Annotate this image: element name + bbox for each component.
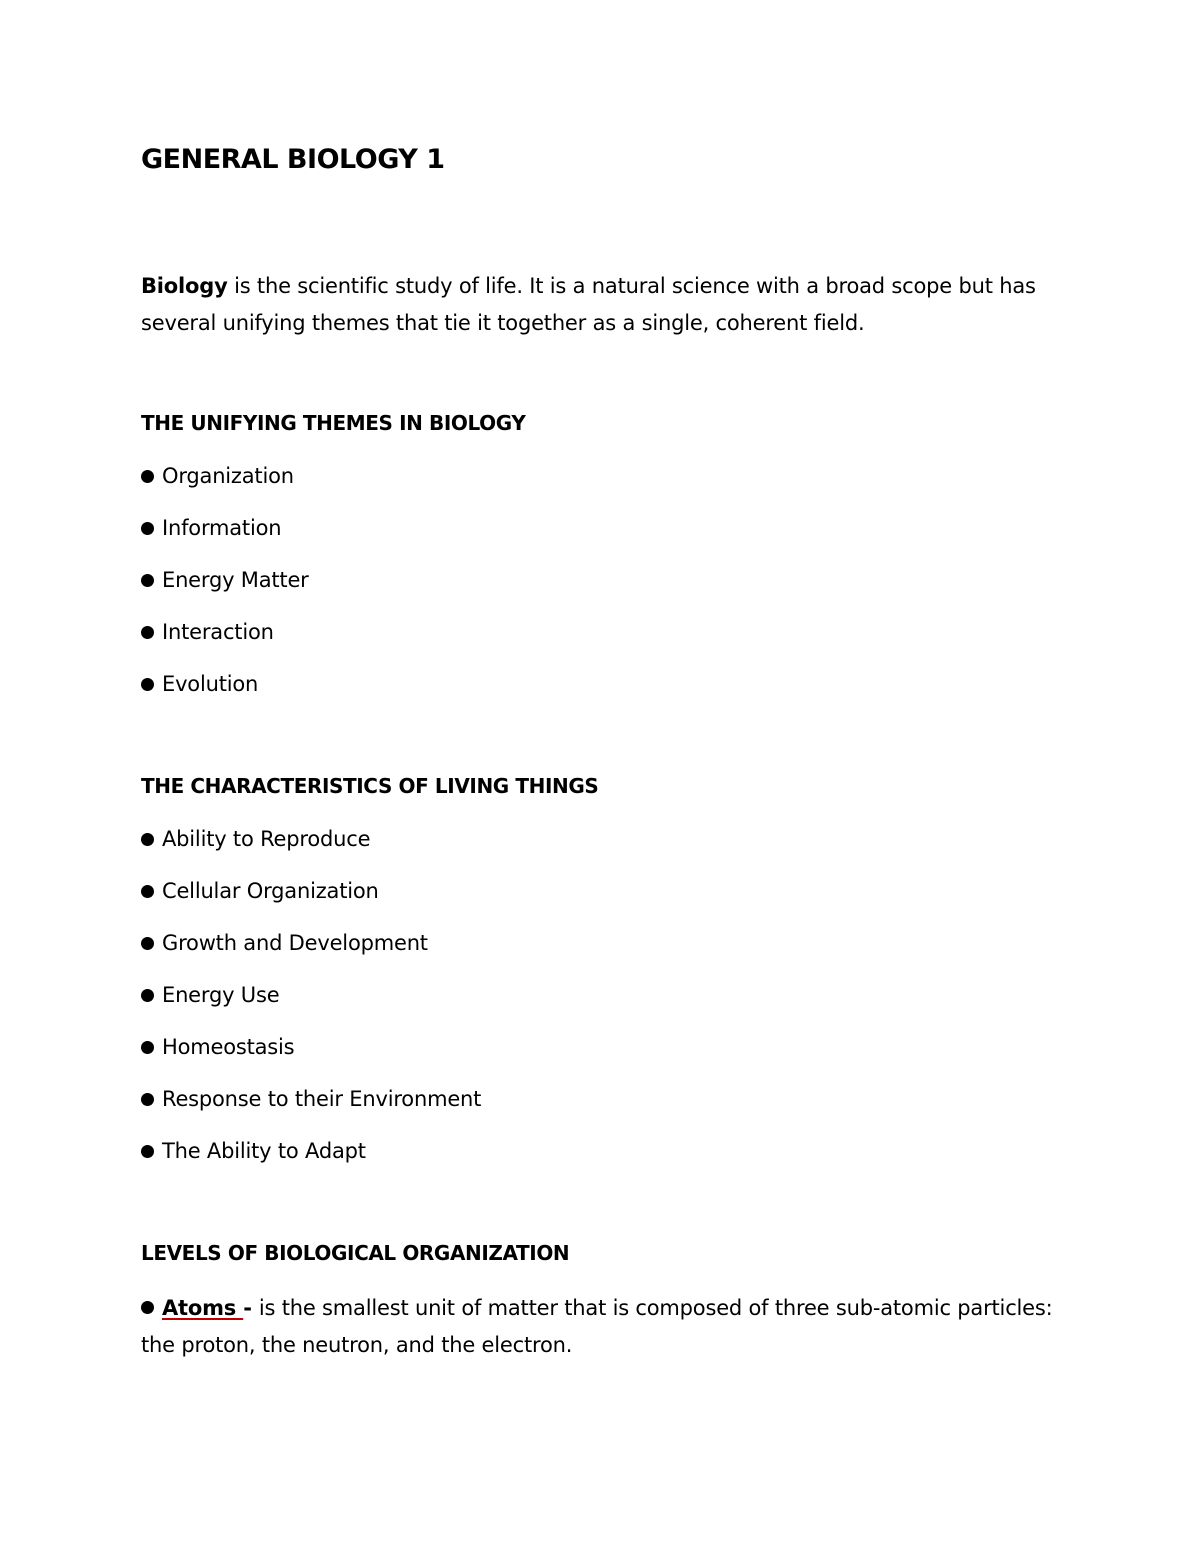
definition-text: is the smallest unit of matter that is composed of three sub-atomic particles: the proton, the neutron, and the electron. (141, 1296, 1053, 1357)
bullet-icon (141, 574, 154, 587)
bullet-icon (141, 522, 154, 535)
bullet-icon (141, 678, 154, 691)
bullet-icon (141, 1301, 154, 1314)
list-item (141, 565, 309, 617)
list-item (141, 980, 481, 1032)
bullet-icon (141, 470, 154, 483)
intro-term: Biology (141, 274, 228, 298)
definition-separator: - (243, 1296, 259, 1320)
section-heading-unifying-themes: THE UNIFYING THEMES IN BIOLOGY (141, 411, 526, 435)
bullet-icon (141, 1041, 154, 1054)
bullet-icon (141, 885, 154, 898)
list-item (141, 461, 309, 513)
unifying-themes-list (141, 461, 309, 721)
list-item (141, 1084, 481, 1136)
document-title: GENERAL BIOLOGY 1 (141, 144, 445, 175)
list-item-label: Information (162, 516, 282, 540)
bullet-icon (141, 833, 154, 846)
list-item-label: Energy Use (162, 983, 280, 1007)
list-item-label: Growth and Development (162, 931, 428, 955)
list-item-label: The Ability to Adapt (162, 1139, 366, 1163)
list-item-label: Homeostasis (162, 1035, 295, 1059)
list-item (141, 876, 481, 928)
list-item (141, 1136, 481, 1188)
definition-term: Atoms (162, 1296, 244, 1320)
list-item (141, 513, 309, 565)
bullet-icon (141, 1093, 154, 1106)
list-item-label: Cellular Organization (162, 879, 379, 903)
list-item (141, 928, 481, 980)
bullet-icon (141, 937, 154, 950)
intro-text: is the scientific study of life. It is a natural science with a broad scope but has several unifying themes that tie it together as a single, coherent field. (141, 274, 1036, 335)
list-item (141, 617, 309, 669)
list-item-label: Evolution (162, 672, 259, 696)
bullet-icon (141, 626, 154, 639)
list-item (141, 824, 481, 876)
definition-atoms (141, 1290, 1061, 1364)
list-item (141, 1032, 481, 1084)
bullet-icon (141, 1145, 154, 1158)
section-heading-levels: LEVELS OF BIOLOGICAL ORGANIZATION (141, 1241, 570, 1265)
list-item (141, 669, 309, 721)
characteristics-list (141, 824, 481, 1188)
list-item-label: Ability to Reproduce (162, 827, 371, 851)
list-item-label: Energy Matter (162, 568, 309, 592)
list-item-label: Interaction (162, 620, 274, 644)
list-item-label: Response to their Environment (162, 1087, 482, 1111)
intro-paragraph (141, 268, 1061, 342)
section-heading-characteristics: THE CHARACTERISTICS OF LIVING THINGS (141, 774, 599, 798)
list-item-label: Organization (162, 464, 294, 488)
bullet-icon (141, 989, 154, 1002)
